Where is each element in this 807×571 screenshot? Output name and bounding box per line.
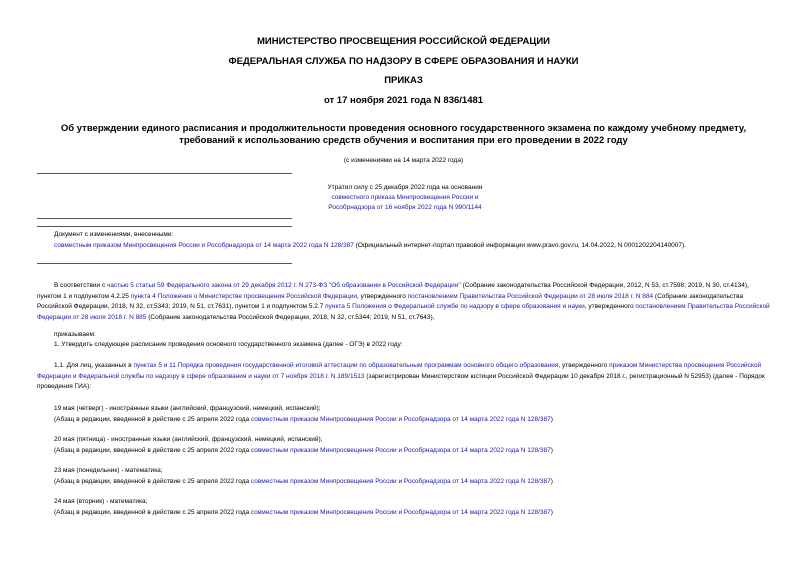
order-word: приказываем: (54, 331, 96, 338)
doc-changes-line (54, 242, 686, 249)
ministry-heading: МИНИСТЕРСТВО ПРОСВЕЩЕНИЯ РОССИЙСКОЙ ФЕДЕРАЦИИ (256, 36, 551, 47)
lost-force-link-line1[interactable]: совместного приказа Минпросвещения России и (331, 194, 479, 201)
divider-line (37, 226, 292, 227)
service-regulation-link[interactable]: пункта 5 Положения о Федеральной службе по надзору в сфере образования и науки (325, 303, 585, 310)
item-1-1-paragraph: 1.1. Для лиц, указанных в пунктах 5 и 11 Порядка проведения государственной итоговой аттестации по образовательным программам основного общего образования, утвержденного приказом Министерства просвещения Российской Федерации и Федеральной службы по надзору в сфере образования и науки от 7 ноября 2018 г. N 189/1513 (зарегистрирован Министерством юстиции Российской Федерации 10 декабря 2018 г., регистрационный N 52953) (далее - Порядок проведения ГИА): (37, 362, 765, 390)
document-title: Об утверждении единого расписания и продолжительности проведения основного государственного экзамена по каждому учебному предмету, требований к использованию средств обучения и воспитания при его проведении в 2022 году (60, 123, 747, 146)
exam-note-link-1[interactable]: совместным приказом Минпросвещения России и Рособрнадзора от 14 марта 2022 года N 128/387 (250, 447, 551, 454)
item-1: 1. Утвердить следующее расписание проведения основного государственного экзамена (далее - ОГЭ) в 2022 году: (54, 341, 403, 348)
divider-line (37, 263, 292, 264)
divider-line (37, 218, 292, 219)
lost-force-text: Утратил силу с 25 декабря 2022 года на основании (327, 184, 483, 191)
exam-note-1: (Абзац в редакции, введенной в действие с 25 апреля 2022 года совместным приказом Минпросвещения России и Рособрнадзора от 14 марта 2022 года N 128/387) (54, 447, 553, 454)
exam-note-2: (Абзац в редакции, введенной в действие с 25 апреля 2022 года совместным приказом Минпросвещения России и Рособрнадзора от 14 марта 2022 года N 128/387) (54, 478, 553, 485)
order-189-1513-link[interactable]: приказом Министерства просвещения Российской Федерации и Федеральной службы по надзору в сфере образования и науки от 7 ноября 2018 г. N 189/1513 (37, 362, 762, 380)
date-number-heading: от 17 ноября 2021 года N 836/1481 (323, 95, 484, 106)
resolution-885-link[interactable]: постановлением Правительства Российской Федерации от 28 июля 2018 г. N 885 (37, 303, 770, 321)
amendment-note: (с изменениями на 14 марта 2022 года) (343, 157, 464, 164)
ministry-regulation-link[interactable]: пункта 4 Положения о Министерстве просвещения Российской Федерации (130, 292, 357, 300)
exam-note-3: (Абзац в редакции, введенной в действие с 25 апреля 2022 года совместным приказом Минпросвещения России и Рособрнадзора от 14 марта 2022 года N 128/387) (54, 509, 553, 516)
exam-entry-0: 19 мая (четверг) - иностранные языки (английский, французский, немецкий, испанский); (54, 405, 321, 412)
exam-entry-2: 23 мая (понедельник) - математика; (54, 467, 163, 474)
lost-force-note (260, 183, 550, 213)
divider-line (37, 173, 292, 174)
exam-entry-3: 24 мая (вторник) - математика; (54, 498, 148, 505)
exam-note-0: (Абзац в редакции, введенной в действие с 25 апреля 2022 года совместным приказом Минпросвещения России и Рособрнадзора от 14 марта 2022 года N 128/387) (54, 416, 553, 423)
exam-note-link-3[interactable]: совместным приказом Минпросвещения России и Рособрнадзора от 14 марта 2022 года N 128/387 (250, 509, 551, 516)
doc-changes-tail: (Официальный интернет-портал правовой информации www.pravo.gov.ru, 14.04.2022, N 0001202204140007). (353, 242, 686, 249)
exam-note-link-2[interactable]: совместным приказом Минпросвещения России и Рособрнадзора от 14 марта 2022 года N 128/387 (250, 478, 551, 485)
resolution-884-link[interactable]: постановлением Правительства Российской Федерации от 28 июля 2018 г. N 884 (407, 292, 654, 300)
doc-changes-link[interactable]: совместным приказом Минпросвещения России и Рособрнадзора от 14 марта 2022 года N 128/387 (54, 242, 354, 249)
preamble-paragraph: В соответствии с частью 5 статьи 59 Федерального закона от 29 декабря 2012 г. N 273-ФЗ "Об образовании в Российской Федерации" (Собрание законодательства Российской Федерации, 2012, N 53, ст.7598; 2019, N 30, ст.4134), пунктом 1 и подпунктом 4.2.25 пункта 4 Положения о Министерстве просвещения Российской Федерации, утвержденного постановлением Правительства Российской Федерации от 28 июля 2018 г. N 884 (Собрание законодательства Российской Федерации, 2018, N 32, ст.5343; 2019, N 51, ст.7631), пунктом 1 и подпунктом 5.2.7 пункта 5 Положения о Федеральной службе по надзору в сфере образования и науки, утвержденного постановлением Правительства Российской Федерации от 28 июля 2018 г. N 885 (Собрание законодательства Российской Федерации, 2018, N 32, ст.5344; 2019, N 51, ст.7643), (37, 282, 770, 321)
service-heading: ФЕДЕРАЛЬНАЯ СЛУЖБА ПО НАДЗОРУ В СФЕРЕ ОБРАЗОВАНИЯ И НАУКИ (228, 56, 579, 67)
gia-procedure-link[interactable]: пунктах 5 и 11 Порядка проведения государственной итоговой аттестации по образовательным программам основного общего образования (133, 362, 559, 369)
law-273-link[interactable]: частью 5 статьи 59 Федерального закона от 29 декабря 2012 г. N 273-ФЗ "Об образовании в Российской Федерации" (107, 282, 461, 289)
exam-entry-1: 20 мая (пятница) - иностранные языки (английский, французский, немецкий, испанский); (54, 436, 323, 443)
doc-type-heading: ПРИКАЗ (384, 75, 423, 86)
exam-note-link-0[interactable]: совместным приказом Минпросвещения России и Рособрнадзора от 14 марта 2022 года N 128/387 (250, 416, 551, 423)
lost-force-link-line2[interactable]: Рособрнадзора от 16 ноября 2022 года N 990/1144 (328, 204, 482, 211)
doc-changes-label: Документ с изменениями, внесенными: (54, 231, 174, 238)
